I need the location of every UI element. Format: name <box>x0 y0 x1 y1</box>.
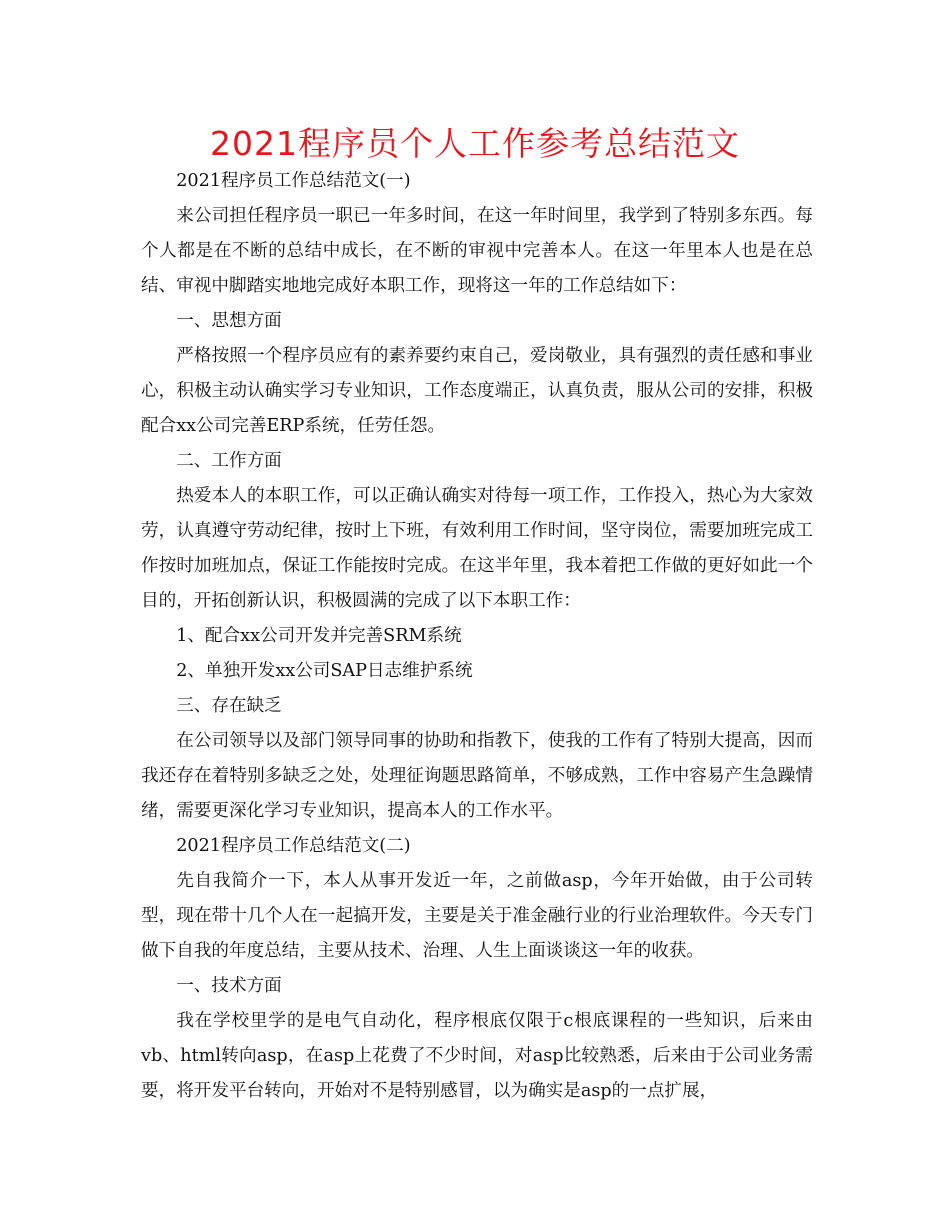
paragraph-tech: 我在学校里学的是电气自动化，程序根底仅限于c根底课程的一些知识，后来由vb、html转向asp，在asp上花费了不少时间，对asp比较熟悉，后来由于公司业务需要，将开发平台转向，开始对不是特别感冒，以为确实是asp的一点扩展， <box>141 1011 813 1101</box>
document-title: 2021程序员个人工作参考总结范文 <box>210 124 740 163</box>
paragraph-self-intro: 先自我简介一下，本人从事开发近一年，之前做asp，今年开始做，由于公司转型，现在带十几个人在一起搞开发，主要是关于准金融行业的行业治理软件。今天专门做下自我的年度总结，主要从技术、治理、人生上面谈谈这一年的收获。 <box>141 871 813 961</box>
document-body <box>141 164 813 1109</box>
section-heading-fanwen-2: 2021程序员工作总结范文(二) <box>176 836 411 856</box>
paragraph-thought: 严格按照一个程序员应有的素养要约束自己，爱岗敬业，具有强烈的责任感和事业心，积极主动认确实学习专业知识，工作态度端正，认真负责，服从公司的安排，积极配合xx公司完善ERP系统，任劳任怨。 <box>141 346 813 436</box>
section-heading-fanwen-1: 2021程序员工作总结范文(一) <box>176 171 411 191</box>
paragraph-shortcomings: 在公司领导以及部门领导同事的协助和指教下，使我的工作有了特别大提高，因而我还存在着特别多缺乏之处，处理征询题思路简单，不够成熟，工作中容易产生急躁情绪，需要更深化学习专业知识，提高本人的工作水平。 <box>141 731 813 821</box>
section-heading-work: 二、工作方面 <box>176 451 282 471</box>
list-item-srm: 1、配合xx公司开发并完善SRM系统 <box>176 626 462 646</box>
list-item-sap: 2、单独开发xx公司SAP日志维护系统 <box>176 661 473 681</box>
section-heading-thought: 一、思想方面 <box>176 311 282 331</box>
section-heading-tech: 一、技术方面 <box>176 976 282 996</box>
section-heading-shortcomings: 三、存在缺乏 <box>176 696 282 716</box>
paragraph-work: 热爱本人的本职工作，可以正确认确实对待每一项工作，工作投入，热心为大家效劳，认真遵守劳动纪律，按时上下班，有效利用工作时间，坚守岗位，需要加班完成工作按时加班加点，保证工作能按时完成。在这半年里，我本着把工作做的更好如此一个目的，开拓创新认识，积极圆满的完成了以下本职工作： <box>141 486 813 611</box>
paragraph-intro: 来公司担任程序员一职已一年多时间，在这一年时间里，我学到了特别多东西。每个人都是在不断的总结中成长，在不断的审视中完善本人。在这一年里本人也是在总结、审视中脚踏实地地完成好本职工作，现将这一年的工作总结如下： <box>141 206 813 296</box>
